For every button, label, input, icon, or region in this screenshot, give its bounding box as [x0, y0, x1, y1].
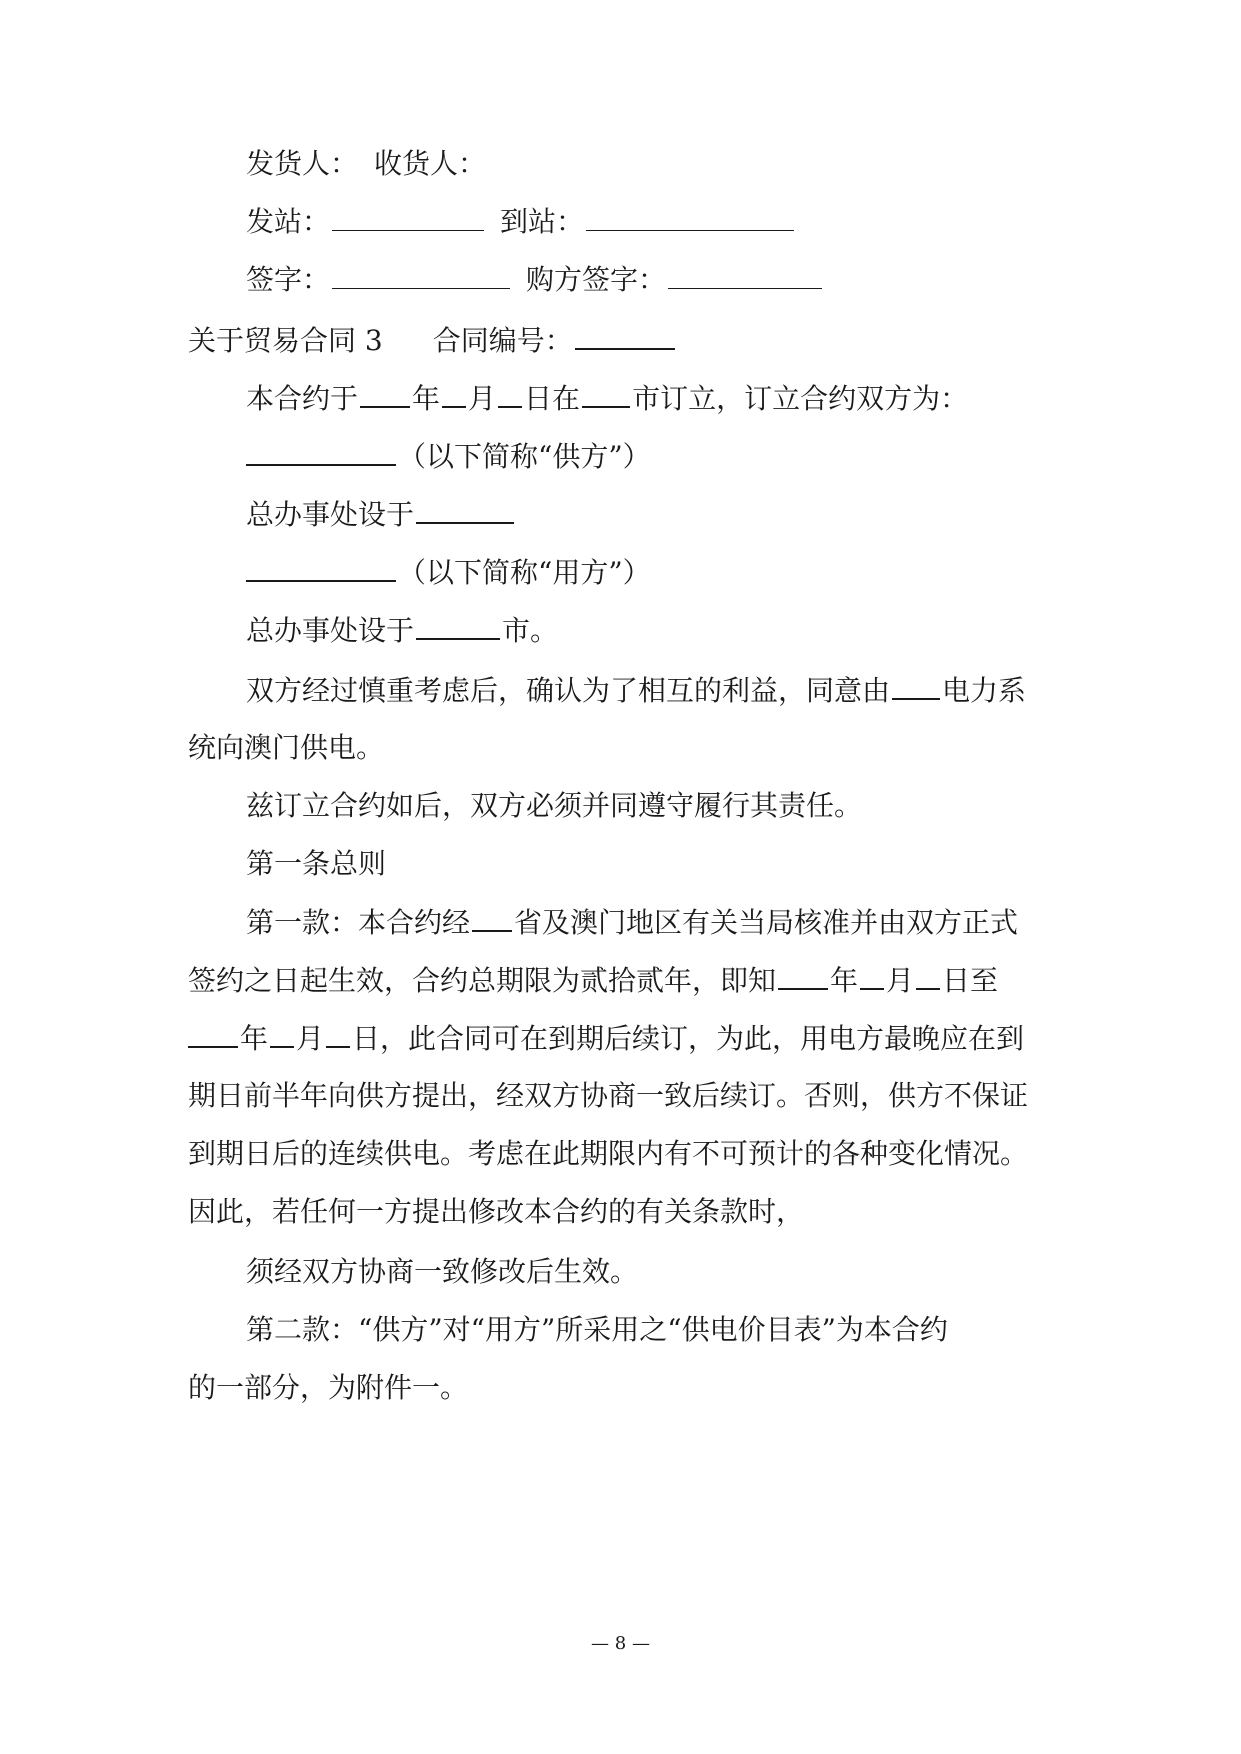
start-month-blank: [860, 962, 884, 990]
end-year-blank: [188, 1020, 238, 1048]
power-system-blank: [892, 672, 940, 700]
contract-heading-line: [188, 322, 1058, 359]
signature-blank: [332, 262, 510, 289]
start-year-blank: [778, 962, 828, 990]
supplier-line: [246, 438, 1116, 475]
user-office-blank: [416, 612, 500, 640]
text: 市。: [502, 614, 559, 647]
page-number: — 8 —: [591, 1633, 650, 1654]
text: 本合约于: [246, 382, 359, 415]
supplier-office-line: [246, 496, 1116, 533]
text: 第一款：本合约经: [246, 906, 471, 939]
arrival-station-blank: [586, 204, 794, 231]
buyer-signature-blank: [668, 262, 822, 289]
paragraph-line: [246, 904, 1116, 941]
signing-date-line: [246, 380, 1116, 417]
text: 市订立，订立合约双方为：: [632, 382, 969, 415]
text: 年: [412, 382, 441, 415]
paragraph-line: [188, 962, 1058, 999]
text: 月: [886, 964, 915, 997]
text: 因此，若任何一方提出修改本合约的有关条款时，: [188, 1195, 805, 1228]
shipper-label: 发货人：: [246, 147, 359, 180]
stations-line: [246, 204, 1116, 240]
text: 日，此合同可在到期后续订，为此，用电方最晚应在到: [352, 1022, 1025, 1055]
text: 年: [830, 964, 859, 997]
text: 统向澳门供电。: [188, 731, 385, 764]
signature-line: [246, 262, 1116, 298]
user-line: [246, 554, 1116, 591]
paragraph-line: [188, 1370, 1058, 1406]
paragraph-line: [188, 1136, 1058, 1172]
text: 日至: [942, 964, 999, 997]
paragraph-line: [188, 1020, 1058, 1057]
paragraph-line: [188, 1078, 1058, 1114]
text: 第二款：“供方”对“用方”所采用之“供电价目表”为本合约: [246, 1313, 948, 1346]
day-blank: [498, 380, 522, 408]
consignee-label: 收货人：: [374, 147, 487, 180]
shipper-consignee-line: [246, 146, 1116, 182]
departure-station-label: 发站：: [246, 205, 331, 238]
text: 双方经过慎重考虑后，确认为了相互的利益，同意由: [246, 674, 891, 707]
paragraph-line: [246, 788, 1116, 824]
user-alias: （以下简称“用方”）: [398, 556, 651, 589]
paragraph-line: [188, 1194, 1058, 1230]
arrival-station-label: 到站：: [500, 205, 585, 238]
text: 兹订立合约如后，双方必须并同遵守履行其责任。: [246, 789, 863, 822]
paragraph-line: [246, 1312, 1116, 1348]
text: 年: [240, 1022, 269, 1055]
contract-number-label: 合同编号：: [432, 324, 573, 357]
text: 总办事处设于: [246, 498, 415, 531]
text: 电力系: [942, 674, 1027, 707]
paragraph-line: [246, 672, 1116, 709]
text: 期日前半年向供方提出，经双方协商一致后续订。否则，供方不保证: [188, 1079, 1029, 1112]
end-day-blank: [326, 1020, 350, 1048]
end-month-blank: [270, 1020, 294, 1048]
text: 月: [296, 1022, 325, 1055]
text: 总办事处设于: [246, 614, 415, 647]
supplier-alias: （以下简称“供方”）: [398, 440, 651, 473]
signature-label: 签字：: [246, 263, 331, 296]
text: 签约之日起生效，合约总期限为贰拾贰年，即知: [188, 964, 777, 997]
paragraph-line: [188, 730, 1058, 766]
city-blank: [582, 380, 630, 408]
year-blank: [360, 380, 410, 408]
contract-heading: 关于贸易合同 3: [188, 324, 383, 357]
supplier-office-blank: [416, 496, 514, 524]
section-heading: [246, 846, 1116, 882]
paragraph-line: [246, 1254, 1116, 1290]
text: 的一部分，为附件一。: [188, 1371, 469, 1404]
user-name-blank: [246, 554, 396, 582]
start-day-blank: [916, 962, 940, 990]
text: 第一条总则: [246, 847, 387, 880]
month-blank: [442, 380, 466, 408]
supplier-name-blank: [246, 438, 396, 466]
province-blank: [472, 904, 512, 932]
text: 月: [468, 382, 497, 415]
contract-number-blank: [575, 322, 675, 350]
text: 省及澳门地区有关当局核准并由双方正式: [514, 906, 1019, 939]
user-office-line: [246, 612, 1116, 649]
departure-station-blank: [332, 204, 484, 231]
buyer-signature-label: 购方签字：: [526, 263, 667, 296]
text: 须经双方协商一致修改后生效。: [246, 1255, 639, 1288]
text: 日在: [524, 382, 581, 415]
text: 到期日后的连续供电。考虑在此期限内有不可预计的各种变化情况。: [188, 1137, 1029, 1170]
